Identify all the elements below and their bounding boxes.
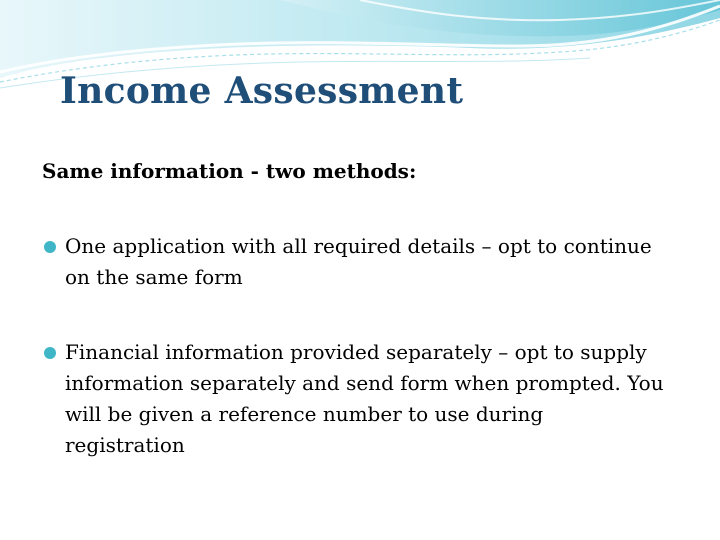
bullet-text: Financial information provided separately – opt to supply information separately and send form when prompted. You will be given a reference number to use during registration [65,340,664,457]
slide-subtitle: Same information - two methods: [42,159,417,183]
bullet-dot-icon [44,347,56,359]
bullet-list [44,231,664,461]
bullet-dot-icon [44,241,56,253]
slide-title: Income Assessment [60,70,464,112]
bullet-text: One application with all required details – opt to continue on the same form [65,234,652,289]
bullet-item-one-application [44,231,664,293]
bullet-item-financial-information [44,337,664,461]
